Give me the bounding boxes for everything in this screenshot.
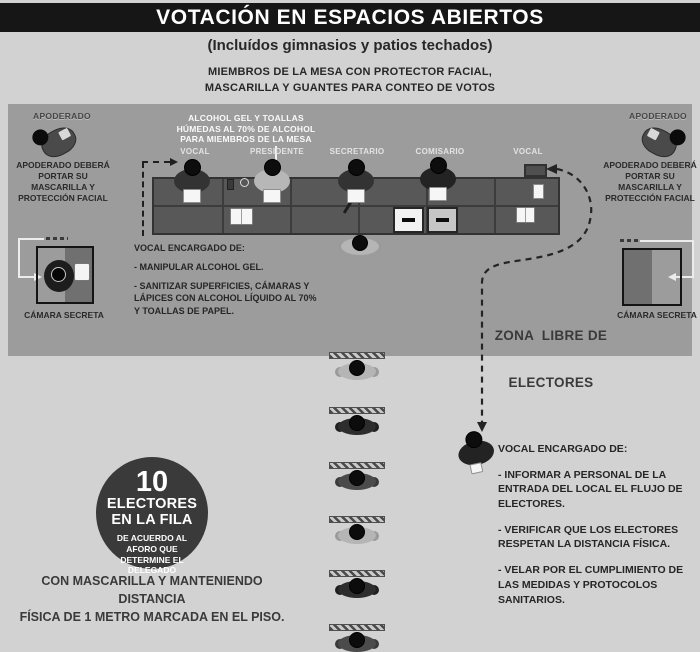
heading-line1: MIEMBROS DE LA MESA CON PROTECTOR FACIAL,	[207, 66, 493, 78]
queue-elector-icon	[335, 469, 379, 493]
capacity-badge	[96, 457, 208, 576]
elector-head	[349, 360, 365, 376]
vocal-left-duty-item: - SANITIZAR SUPERFICIES, CÁMARAS Y LÁPICES CON ALCOHOL LÍQUIDO AL 70% Y TOALLAS DE PAPEL.	[134, 281, 317, 316]
member-paper	[429, 187, 447, 201]
member-head	[184, 159, 201, 176]
member-comisario-icon	[418, 156, 458, 202]
flow-dash-left-vertical	[142, 162, 144, 236]
elector-head	[349, 524, 365, 540]
member-vocal-left-icon	[172, 158, 212, 204]
heading	[0, 65, 700, 97]
booth-right-path-dashes	[620, 239, 640, 242]
queue-elector-icon	[335, 631, 379, 652]
vocal-right-duty-item: - VERIFICAR QUE LOS ELECTORES RESPETAN LA DISTANCIA FÍSICA.	[498, 523, 679, 551]
queue-elector-icon	[335, 577, 379, 601]
member-paper	[183, 189, 201, 203]
elector-head	[349, 470, 365, 486]
camara-secreta-right-label: CÁMARA SECRETA	[617, 310, 697, 320]
alcohol-gel-bottle-icon	[227, 179, 234, 190]
vocal-left-duty-item: - MANIPULAR ALCOHOL GEL.	[134, 262, 264, 273]
floor-distance-marker	[329, 624, 385, 631]
capacity-sub2: AFORO QUE	[126, 543, 178, 554]
ballot-slot	[402, 218, 415, 222]
booth-left-path-side	[18, 238, 20, 278]
title-bar	[0, 3, 700, 32]
table-divider	[154, 205, 558, 207]
alcohol-note-line1: ALCOHOL GEL Y TOALLAS	[188, 113, 304, 123]
capacity-line1: ELECTORES	[106, 496, 198, 513]
queue-caption-line1: CON MASCARILLA Y MANTENIENDO DISTANCIA	[41, 574, 263, 607]
member-presidente-icon	[252, 158, 292, 204]
vocal-left-duties-heading: VOCAL ENCARGADO DE:	[134, 243, 245, 253]
subtitle: (Incluídos gimnasios y patios techados)	[207, 37, 493, 54]
booth-left-path-bottom	[18, 276, 34, 278]
book-right-icon	[516, 207, 535, 223]
apoderado-right-title: APODERADO	[629, 111, 687, 121]
zona-libre-line1: ZONA LIBRE DE	[494, 328, 608, 344]
capacity-sub3: DETERMINE EL	[120, 554, 184, 565]
position-label-presidente: PRESIDENTE	[249, 147, 305, 156]
alcohol-towel-icon	[240, 178, 249, 187]
member-paper	[469, 462, 483, 474]
ballot-box-gray-icon	[427, 207, 458, 233]
floor-distance-marker	[329, 516, 385, 523]
queue-elector-icon	[335, 414, 379, 438]
vocal-flow-controller-icon	[454, 427, 498, 478]
elector-head	[352, 235, 368, 251]
booth-left-path-dashes	[46, 237, 68, 240]
apoderado-left-note: APODERADO DEBERÁ PORTAR SU MASCARILLA Y PROTECCIÓN FACIAL	[16, 160, 110, 204]
elector-at-table-icon	[338, 234, 382, 258]
flow-arrow-right-icon	[170, 158, 178, 166]
paper-icon	[533, 184, 544, 199]
vocal-left-duties	[134, 242, 324, 324]
member-secretario-icon	[336, 158, 376, 204]
apoderado-right-note: APODERADO DEBERÁ PORTAR SU MASCARILLA Y PROTECCIÓN FACIAL	[603, 160, 697, 204]
electoral-register-book-icon	[230, 208, 253, 225]
camara-secreta-left-booth	[36, 246, 94, 304]
capacity-sub4: DELEGADO	[127, 565, 177, 576]
position-label-comisario: COMISARIO	[415, 147, 465, 156]
floor-distance-marker	[329, 570, 385, 577]
capacity-sub1: DE ACUERDO AL	[116, 533, 188, 544]
member-paper	[347, 189, 365, 203]
ballot-slot	[436, 218, 449, 222]
floor-distance-marker	[329, 352, 385, 359]
position-label-secretario: SECRETARIO	[329, 147, 385, 156]
member-head	[430, 157, 447, 174]
position-label-vocal-right: VOCAL	[513, 147, 543, 156]
page-title: VOTACIÓN EN ESPACIOS ABIERTOS	[156, 5, 544, 29]
apoderado-left-title: APODERADO	[33, 111, 91, 121]
elector-head	[349, 632, 365, 648]
elector-head	[349, 415, 365, 431]
booth-wall	[624, 250, 652, 304]
vocal-right-duties-heading: VOCAL ENCARGADO DE:	[498, 443, 628, 455]
booth-left-path-top	[18, 238, 44, 240]
voter-ballot-paper	[74, 263, 90, 281]
queue-elector-icon	[335, 523, 379, 547]
member-head	[348, 159, 365, 176]
zona-libre-label	[486, 297, 616, 421]
camara-secreta-left-label: CÁMARA SECRETA	[24, 310, 104, 320]
vocal-right-duty-item: - INFORMAR A PERSONAL DE LA ENTRADA DEL LOCAL EL FLUJO DE ELECTORES.	[498, 468, 683, 511]
vocal-right-duties	[498, 442, 694, 618]
capacity-line2: EN LA FILA	[111, 512, 193, 529]
alcohol-note-line2: HÚMEDAS AL 70% DE ALCOHOL	[176, 123, 316, 134]
flow-dash-left-horizontal	[142, 161, 170, 163]
member-head	[264, 159, 281, 176]
floor-distance-marker	[329, 462, 385, 469]
member-paper	[263, 189, 281, 203]
voting-area-panel	[8, 104, 697, 390]
booth-right-path-side	[692, 240, 694, 278]
heading-line2: MASCARILLA Y GUANTES PARA CONTEO DE VOTOS	[204, 81, 496, 94]
floor-distance-marker	[329, 407, 385, 414]
queue-caption	[18, 572, 286, 626]
zona-libre-line2: ELECTORES	[508, 374, 594, 390]
position-label-vocal-left: VOCAL	[180, 147, 210, 156]
ballot-box-white-icon	[393, 207, 424, 233]
vocal-right-duty-item: - VELAR POR EL CUMPLIMIENTO DE LAS MEDIDAS Y PROTOCOLOS SANITARIOS.	[498, 564, 684, 606]
queue-elector-icon	[335, 359, 379, 383]
elector-head	[349, 578, 365, 594]
queue-caption-line2: FÍSICA DE 1 METRO MARCADA EN EL PISO.	[19, 610, 285, 625]
booth-right-path-top	[640, 240, 694, 242]
vocal-right-chair-icon	[524, 164, 547, 177]
voter-head	[51, 267, 66, 282]
alcohol-note	[148, 113, 344, 145]
alcohol-note-line3: PARA MIEMBROS DE LA MESA	[180, 134, 312, 145]
capacity-number: 10	[135, 466, 169, 498]
voter-in-booth-icon	[44, 256, 90, 296]
camara-secreta-right-booth	[622, 248, 682, 306]
